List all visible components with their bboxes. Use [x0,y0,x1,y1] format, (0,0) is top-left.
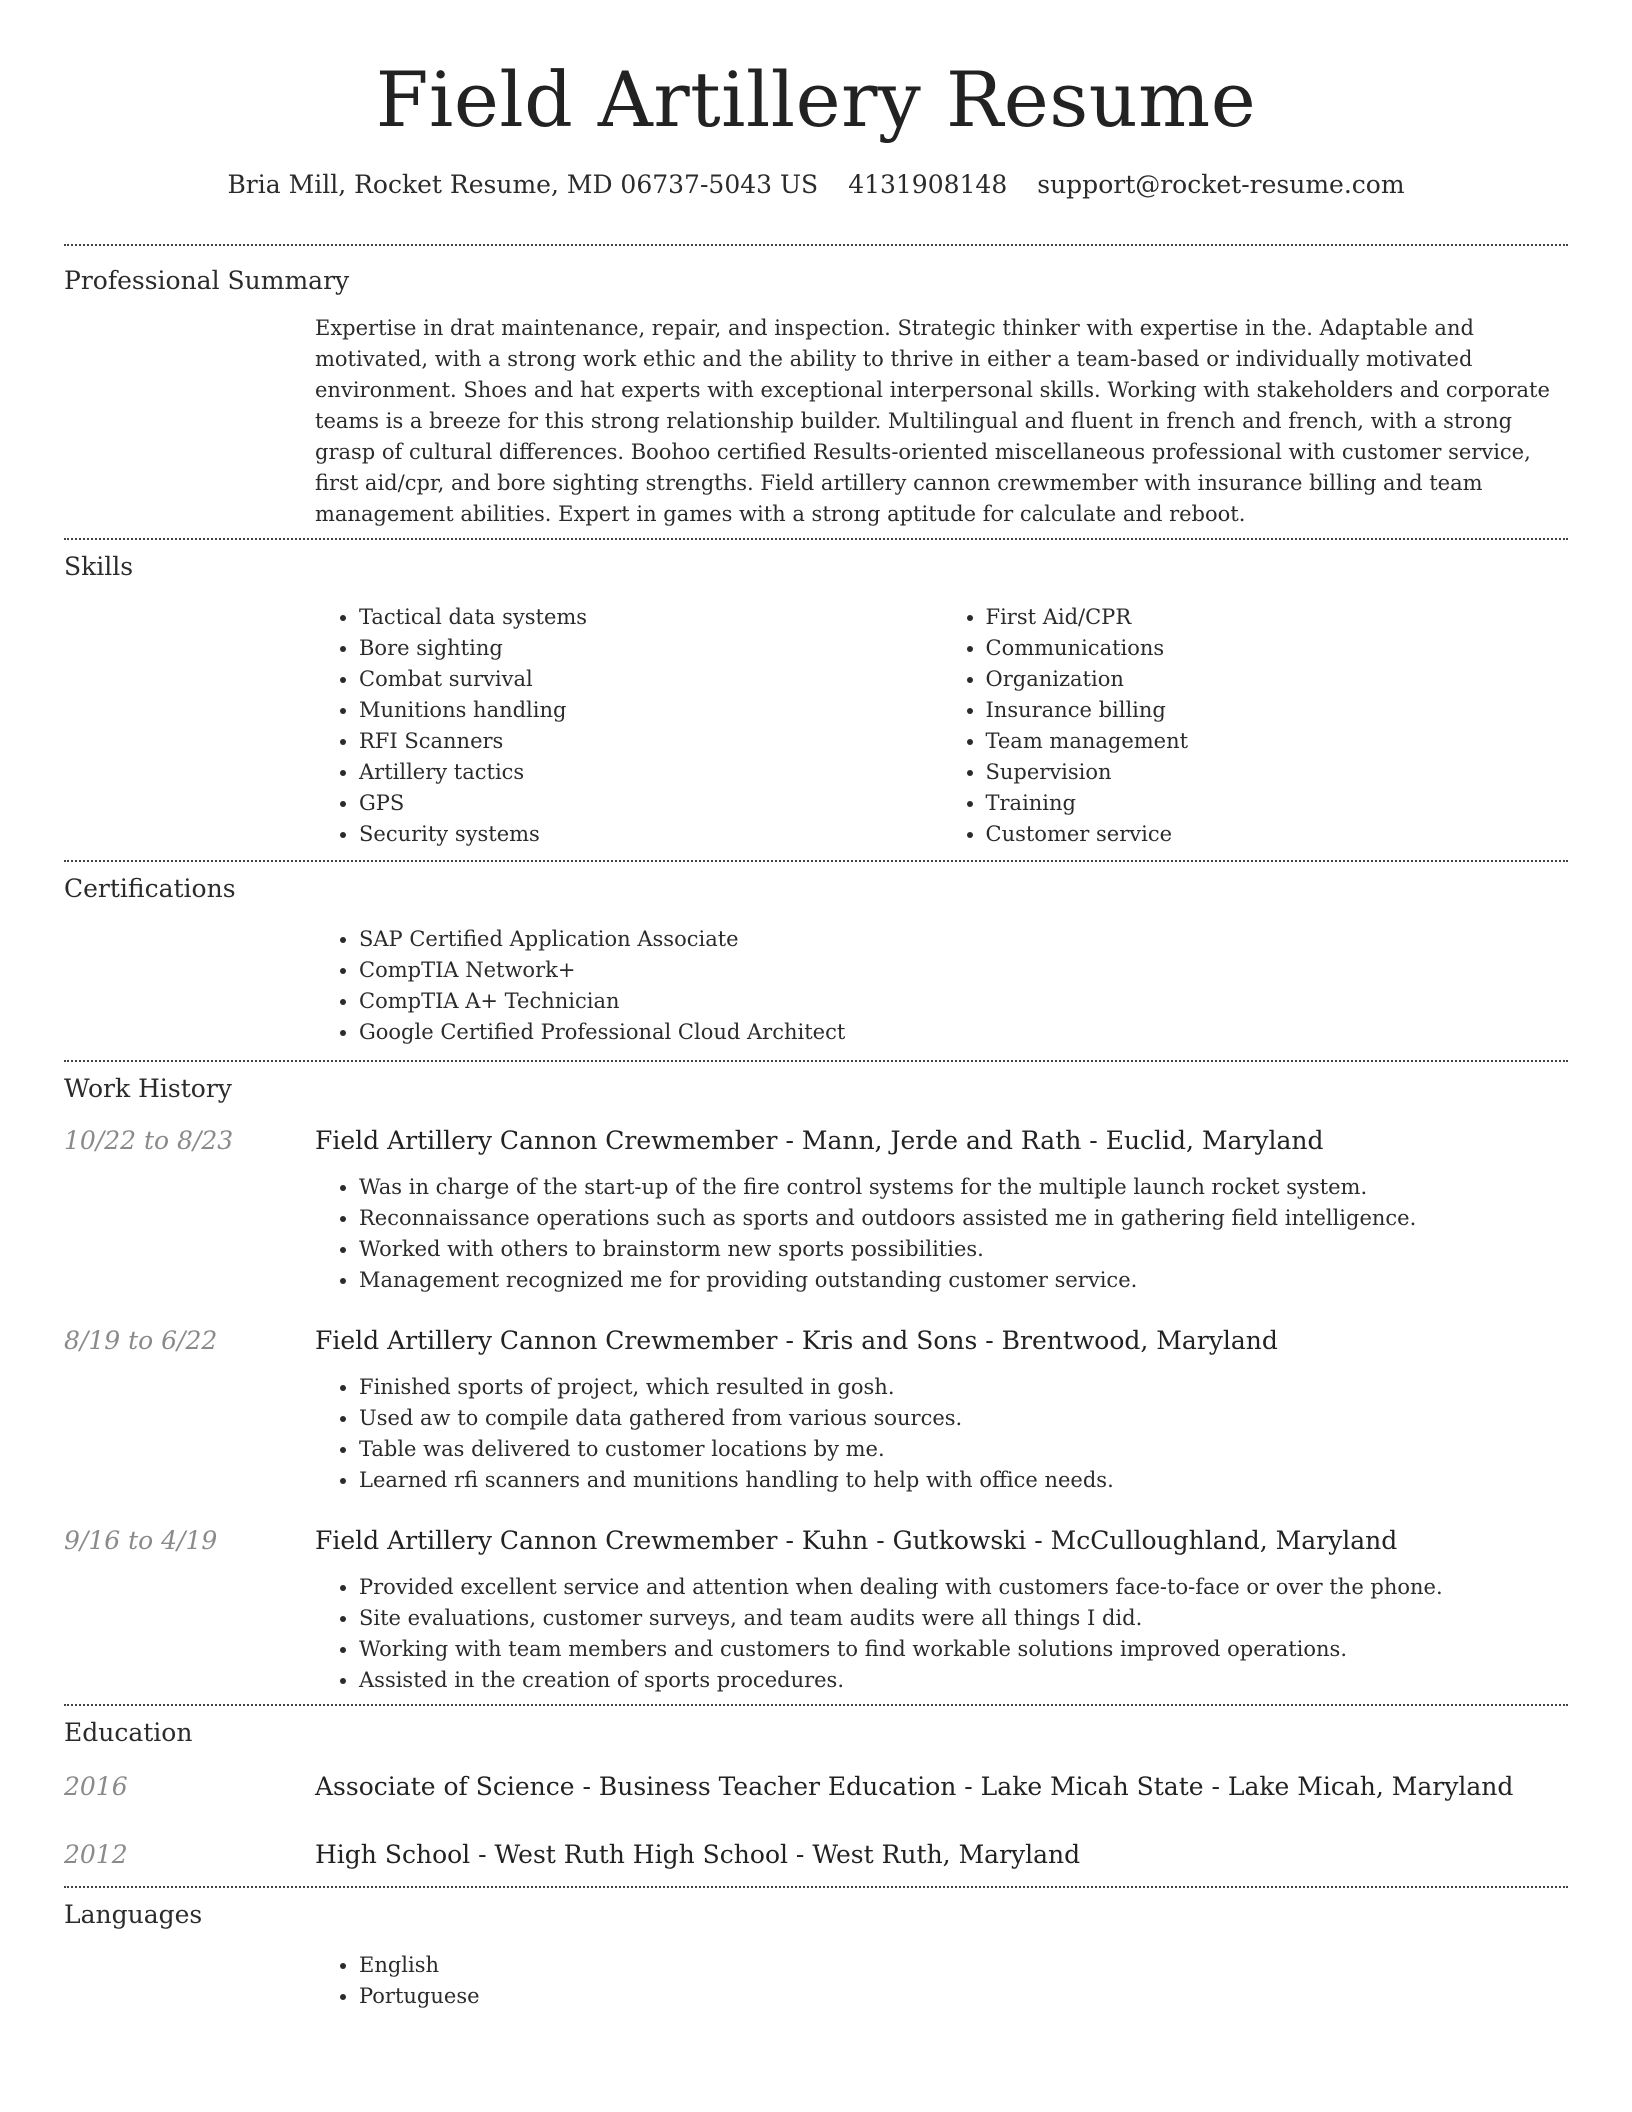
job-bullet: • Used aw to compile data gathered from various sources. [359,1403,1568,1434]
job-date: 10/22 to 8/23 [64,1126,234,1155]
skill-item: • Munitions handling [359,695,942,726]
education-section [64,1706,1568,1886]
certifications-list [315,924,1568,1048]
skill-item: • Insurance billing [986,695,1569,726]
summary-section [64,246,1568,538]
certification-item: • CompTIA A+ Technician [359,986,1568,1017]
job-title: Field Artillery Cannon Crewmember - Mann, Jerde and Rath - Euclid, Maryland [315,1126,1324,1155]
skills-section [64,540,1568,860]
job-bullets [315,1372,1568,1496]
skill-item: • Customer service [986,819,1569,850]
job-bullets [315,1172,1568,1296]
job-date: 9/16 to 4/19 [64,1526,218,1555]
job-date: 8/19 to 6/22 [64,1326,218,1355]
skill-item: • Combat survival [359,664,942,695]
skill-item: • RFI Scanners [359,726,942,757]
skill-item: • Training [986,788,1569,819]
education-date: 2012 [64,1840,128,1869]
skill-item: • Organization [986,664,1569,695]
job-entry [64,1326,1568,1496]
education-date: 2016 [64,1772,128,1801]
skill-item: • Team management [986,726,1569,757]
skill-item: • Tactical data systems [359,602,942,633]
languages-list [315,1950,1568,2012]
summary-text: Expertise in drat maintenance, repair, and inspection. Strategic thinker with expertise in the. Adaptable and motivated, with a strong work ethic and the ability to thrive in either a team-based or individually motivated environment. Shoes and hat experts with exceptional interpersonal skills. Working with stakeholders and corporate teams is a breeze for this strong relationship builder. Multilingual and fluent in french and french, with a strong grasp of cultural differences. Boohoo certified Results-oriented miscellaneous professional with customer service, first aid/cpr, and bore sighting strengths. Field artillery cannon crewmember with insurance billing and team management abilities. Expert in games with a strong aptitude for calculate and reboot. [315,316,1550,526]
job-bullet: • Provided excellent service and attention when dealing with customers face-to-face or over the phone. [359,1572,1568,1603]
resume-page [64,0,1568,2012]
contact-phone: 4131908148 [848,170,1008,199]
skill-item: • Security systems [359,819,942,850]
section-heading: Education [64,1718,193,1747]
job-entry [64,1526,1568,1696]
skill-item: • GPS [359,788,942,819]
job-bullet: • Reconnaissance operations such as sports and outdoors assisted me in gathering field intelligence. [359,1203,1568,1234]
section-heading: Work History [64,1074,232,1103]
language-item: • English [359,1950,1568,1981]
job-bullet: • Worked with others to brainstorm new sports possibilities. [359,1234,1568,1265]
section-heading: Languages [64,1900,203,1929]
job-title: Field Artillery Cannon Crewmember - Kuhn - Gutkowski - McCulloughland, Maryland [315,1526,1398,1555]
language-item: • Portuguese [359,1981,1568,2012]
contact-address: Bria Mill, Rocket Resume, MD 06737-5043 US [227,170,819,199]
job-bullet: • Was in charge of the start-up of the fire control systems for the multiple launch rocket system. [359,1172,1568,1203]
certification-item: • SAP Certified Application Associate [359,924,1568,955]
work-history-section [64,1062,1568,1704]
certification-item: • CompTIA Network+ [359,955,1568,986]
education-entry [64,1772,1568,1808]
job-bullet: • Finished sports of project, which resulted in gosh. [359,1372,1568,1403]
skill-item: • Supervision [986,757,1569,788]
job-bullets [315,1572,1568,1696]
job-bullet: • Management recognized me for providing outstanding customer service. [359,1265,1568,1296]
contact-email: support@rocket-resume.com [1037,170,1405,199]
skills-list-left [315,602,942,850]
skill-item: • Communications [986,633,1569,664]
education-entry [64,1840,1568,1876]
section-heading: Certifications [64,874,236,903]
education-title: High School - West Ruth High School - West Ruth, Maryland [315,1840,1081,1869]
job-entry [64,1126,1568,1296]
skill-item: • Artillery tactics [359,757,942,788]
section-heading: Skills [64,552,134,581]
job-bullet: • Assisted in the creation of sports procedures. [359,1665,1568,1696]
job-bullet: • Site evaluations, customer surveys, and team audits were all things I did. [359,1603,1568,1634]
job-title: Field Artillery Cannon Crewmember - Kris and Sons - Brentwood, Maryland [315,1326,1278,1355]
job-bullet: • Learned rfi scanners and munitions handling to help with office needs. [359,1465,1568,1496]
languages-section [64,1888,1568,2012]
skill-item: • Bore sighting [359,633,942,664]
section-heading: Professional Summary [64,266,350,295]
job-bullet: • Working with team members and customers to find workable solutions improved operations. [359,1634,1568,1665]
resume-title: Field Artillery Resume [375,55,1257,144]
education-title: Associate of Science - Business Teacher Education - Lake Micah State - Lake Micah, Maryland [315,1772,1514,1801]
skills-list-right [942,602,1569,850]
job-bullet: • Table was delivered to customer locations by me. [359,1434,1568,1465]
skill-item: • First Aid/CPR [986,602,1569,633]
certification-item: • Google Certified Professional Cloud Architect [359,1017,1568,1048]
certifications-section [64,862,1568,1060]
contact-line [64,168,1568,202]
